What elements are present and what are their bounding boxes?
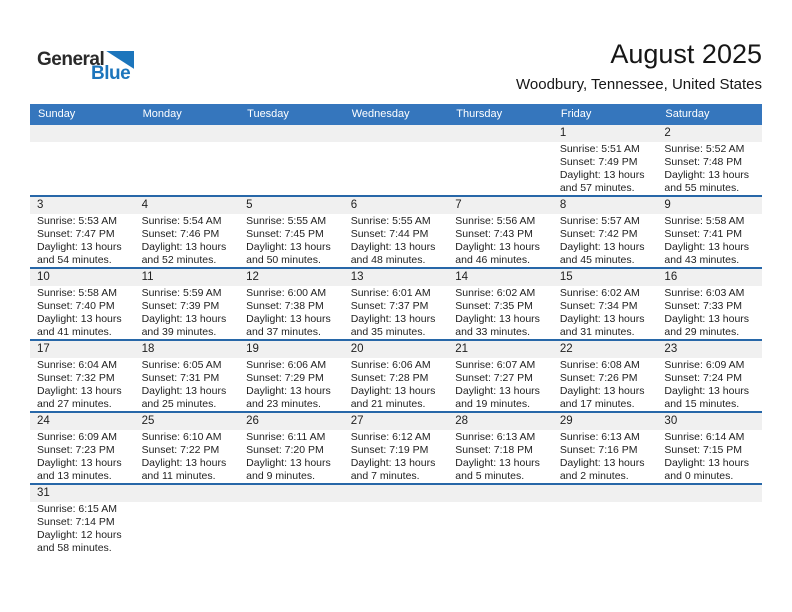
day-detail-line: Daylight: 13 hours <box>455 457 540 469</box>
day-detail-line: Sunrise: 6:01 AM <box>350 287 431 299</box>
logo-text-general: General <box>37 49 105 70</box>
title-block <box>516 40 762 93</box>
day-details <box>30 358 135 411</box>
day-detail-line: and 5 minutes. <box>455 470 525 482</box>
day-detail-line: and 2 minutes. <box>559 470 629 482</box>
day-detail-line: and 31 minutes. <box>559 326 635 338</box>
day-detail-line: Daylight: 13 hours <box>559 385 645 397</box>
day-detail-line: Daylight: 13 hours <box>141 313 227 325</box>
day-detail-line: and 27 minutes. <box>37 398 112 410</box>
day-details <box>30 286 135 339</box>
day-cell-26 <box>239 413 344 483</box>
day-detail-line: and 0 minutes. <box>664 470 734 482</box>
day-detail-line: Sunrise: 6:14 AM <box>664 431 745 443</box>
day-detail-line: Daylight: 13 hours <box>664 313 750 325</box>
day-number <box>657 485 762 502</box>
day-details <box>344 358 449 411</box>
day-cell-empty <box>448 125 553 195</box>
day-number: 7 <box>448 197 553 214</box>
day-detail-line: and 45 minutes. <box>559 254 635 266</box>
day-cell-empty <box>448 485 553 555</box>
day-details <box>344 286 449 339</box>
day-detail-line: Daylight: 13 hours <box>455 313 540 325</box>
day-detail-line: Sunset: 7:31 PM <box>141 372 220 384</box>
day-detail-line: and 19 minutes. <box>455 398 530 410</box>
day-number: 14 <box>448 269 553 286</box>
day-detail-line: and 57 minutes. <box>559 182 635 194</box>
day-detail-line: and 54 minutes. <box>37 254 112 266</box>
day-cell-11 <box>135 269 240 339</box>
day-detail-line: Daylight: 13 hours <box>455 385 540 397</box>
day-header-monday: Monday <box>142 108 182 120</box>
day-detail-line: Sunset: 7:49 PM <box>559 156 638 168</box>
day-details <box>239 142 344 195</box>
day-number: 25 <box>135 413 240 430</box>
day-number: 27 <box>344 413 449 430</box>
day-cell-31 <box>30 485 135 555</box>
day-details <box>448 502 553 555</box>
day-details <box>239 430 344 483</box>
day-cell-8 <box>553 197 658 267</box>
day-detail-line: and 46 minutes. <box>455 254 530 266</box>
day-detail-line: Sunset: 7:45 PM <box>246 228 324 240</box>
day-detail-line: Daylight: 13 hours <box>246 385 331 397</box>
day-detail-line: Sunrise: 6:02 AM <box>559 287 640 299</box>
day-number <box>135 125 240 142</box>
day-detail-line: Sunset: 7:33 PM <box>664 300 743 312</box>
day-detail-line: Sunset: 7:22 PM <box>141 444 220 456</box>
day-cell-24 <box>30 413 135 483</box>
day-detail-line: and 43 minutes. <box>664 254 740 266</box>
day-cell-empty <box>344 485 449 555</box>
day-details <box>553 214 658 267</box>
day-details <box>239 358 344 411</box>
day-detail-line: Sunset: 7:15 PM <box>664 444 743 456</box>
day-details <box>344 214 449 267</box>
day-header-tuesday: Tuesday <box>247 108 289 120</box>
day-cell-14 <box>448 269 553 339</box>
day-details <box>553 142 658 195</box>
day-cell-30 <box>657 413 762 483</box>
day-details <box>135 214 240 267</box>
day-details <box>448 214 553 267</box>
day-detail-line: Sunrise: 6:00 AM <box>246 287 327 299</box>
day-cell-7 <box>448 197 553 267</box>
day-number: 22 <box>553 341 658 358</box>
day-cell-16 <box>657 269 762 339</box>
day-detail-line: Sunset: 7:47 PM <box>37 228 115 240</box>
day-detail-line: and 55 minutes. <box>664 182 740 194</box>
day-detail-line: Sunrise: 6:09 AM <box>37 431 117 443</box>
day-detail-line: Sunset: 7:26 PM <box>559 372 638 384</box>
day-detail-line: and 15 minutes. <box>664 398 740 410</box>
day-number: 9 <box>657 197 762 214</box>
day-header-thursday: Thursday <box>456 108 503 120</box>
day-detail-line: Sunrise: 5:58 AM <box>37 287 117 299</box>
day-cell-empty <box>135 125 240 195</box>
day-cell-empty <box>30 125 135 195</box>
day-detail-line: Daylight: 12 hours <box>37 529 122 541</box>
day-header-sunday: Sunday <box>38 108 76 120</box>
day-details <box>657 358 762 411</box>
day-detail-line: Daylight: 13 hours <box>664 169 750 181</box>
day-detail-line: Sunrise: 6:15 AM <box>37 503 117 515</box>
day-detail-line: and 39 minutes. <box>141 326 217 338</box>
day-cell-empty <box>239 485 344 555</box>
day-number <box>344 125 449 142</box>
day-detail-line: Sunrise: 5:52 AM <box>664 143 745 155</box>
day-details <box>30 430 135 483</box>
day-cell-15 <box>553 269 658 339</box>
day-detail-line: Daylight: 13 hours <box>559 313 645 325</box>
day-detail-line: Sunset: 7:35 PM <box>455 300 533 312</box>
day-detail-line: and 37 minutes. <box>246 326 321 338</box>
day-detail-line: Sunset: 7:46 PM <box>141 228 220 240</box>
day-number: 8 <box>553 197 658 214</box>
day-number <box>30 125 135 142</box>
day-detail-line: Daylight: 13 hours <box>350 457 436 469</box>
day-detail-line: Daylight: 13 hours <box>559 457 645 469</box>
day-number: 17 <box>30 341 135 358</box>
day-detail-line: Sunset: 7:43 PM <box>455 228 533 240</box>
day-detail-line: and 52 minutes. <box>141 254 217 266</box>
weeks <box>30 125 762 555</box>
day-detail-line: Daylight: 13 hours <box>37 241 122 253</box>
day-detail-line: Sunrise: 6:06 AM <box>246 359 327 371</box>
week-row-2 <box>30 195 762 267</box>
page-title: August 2025 <box>610 39 762 69</box>
day-detail-line: and 50 minutes. <box>246 254 321 266</box>
day-number <box>553 485 658 502</box>
day-cell-12 <box>239 269 344 339</box>
day-detail-line: Sunset: 7:24 PM <box>664 372 743 384</box>
day-details <box>344 502 449 555</box>
day-detail-line: Sunset: 7:32 PM <box>37 372 115 384</box>
day-detail-line: Sunset: 7:14 PM <box>37 516 115 528</box>
day-detail-line: Daylight: 13 hours <box>246 241 331 253</box>
day-detail-line: Daylight: 13 hours <box>246 313 331 325</box>
day-number <box>239 485 344 502</box>
day-detail-line: Sunrise: 6:06 AM <box>350 359 431 371</box>
day-detail-line: Sunset: 7:23 PM <box>37 444 115 456</box>
day-number: 24 <box>30 413 135 430</box>
day-detail-line: Daylight: 13 hours <box>455 241 540 253</box>
day-detail-line: Daylight: 13 hours <box>141 457 227 469</box>
day-detail-line: and 48 minutes. <box>350 254 426 266</box>
day-cell-29 <box>553 413 658 483</box>
day-number <box>344 485 449 502</box>
day-detail-line: Sunrise: 5:58 AM <box>664 215 745 227</box>
day-details <box>239 502 344 555</box>
day-detail-line: Sunrise: 6:13 AM <box>559 431 640 443</box>
day-detail-line: and 17 minutes. <box>559 398 635 410</box>
day-cell-4 <box>135 197 240 267</box>
calendar-grid <box>30 104 762 555</box>
day-detail-line: Sunrise: 6:12 AM <box>350 431 431 443</box>
week-row-3 <box>30 267 762 339</box>
day-detail-line: Sunset: 7:39 PM <box>141 300 220 312</box>
day-detail-line: Sunset: 7:37 PM <box>350 300 429 312</box>
day-details <box>30 502 135 555</box>
day-detail-line: Daylight: 13 hours <box>141 385 227 397</box>
day-cell-3 <box>30 197 135 267</box>
day-cell-empty <box>657 485 762 555</box>
day-cell-23 <box>657 341 762 411</box>
day-detail-line: Daylight: 13 hours <box>350 313 436 325</box>
day-detail-line: Sunrise: 6:07 AM <box>455 359 536 371</box>
day-detail-line: Daylight: 13 hours <box>664 241 750 253</box>
day-detail-line: and 25 minutes. <box>141 398 217 410</box>
day-detail-line: Sunrise: 6:09 AM <box>664 359 745 371</box>
day-number: 5 <box>239 197 344 214</box>
day-details <box>553 430 658 483</box>
day-detail-line: Sunrise: 5:55 AM <box>350 215 431 227</box>
day-number: 18 <box>135 341 240 358</box>
day-detail-line: Sunrise: 5:57 AM <box>559 215 640 227</box>
day-detail-line: Sunset: 7:29 PM <box>246 372 324 384</box>
day-number: 26 <box>239 413 344 430</box>
day-header-row <box>30 104 762 125</box>
day-detail-line: Daylight: 13 hours <box>350 385 436 397</box>
week-row-4 <box>30 339 762 411</box>
day-cell-2 <box>657 125 762 195</box>
day-detail-line: Sunset: 7:28 PM <box>350 372 429 384</box>
day-cell-1 <box>553 125 658 195</box>
day-number: 29 <box>553 413 658 430</box>
day-cell-empty <box>135 485 240 555</box>
day-details <box>344 142 449 195</box>
day-number <box>448 485 553 502</box>
day-details <box>448 358 553 411</box>
day-cell-27 <box>344 413 449 483</box>
day-detail-line: Daylight: 13 hours <box>141 241 227 253</box>
day-number: 16 <box>657 269 762 286</box>
day-detail-line: and 7 minutes. <box>350 470 420 482</box>
day-detail-line: Daylight: 13 hours <box>37 385 122 397</box>
day-number: 19 <box>239 341 344 358</box>
day-cell-empty <box>553 485 658 555</box>
day-detail-line: Sunrise: 6:11 AM <box>246 431 326 443</box>
day-cell-empty <box>344 125 449 195</box>
logo-text-blue: Blue <box>91 63 131 84</box>
day-header-saturday: Saturday <box>665 108 710 120</box>
day-detail-line: Sunrise: 6:02 AM <box>455 287 536 299</box>
day-number <box>135 485 240 502</box>
day-detail-line: Daylight: 13 hours <box>37 313 122 325</box>
day-number: 21 <box>448 341 553 358</box>
day-details <box>239 214 344 267</box>
day-cell-17 <box>30 341 135 411</box>
week-row-6 <box>30 483 762 555</box>
day-detail-line: and 41 minutes. <box>37 326 112 338</box>
day-detail-line: Sunset: 7:18 PM <box>455 444 533 456</box>
page-subtitle: Woodbury, Tennessee, United States <box>516 76 762 94</box>
day-cell-5 <box>239 197 344 267</box>
day-detail-line: Sunrise: 6:10 AM <box>141 431 222 443</box>
day-details <box>657 142 762 195</box>
day-detail-line: Daylight: 13 hours <box>559 241 645 253</box>
day-detail-line: Sunset: 7:20 PM <box>246 444 324 456</box>
day-details <box>553 286 658 339</box>
day-number: 23 <box>657 341 762 358</box>
day-detail-line: and 33 minutes. <box>455 326 530 338</box>
week-row-5 <box>30 411 762 483</box>
day-number: 30 <box>657 413 762 430</box>
day-cell-empty <box>239 125 344 195</box>
day-detail-line: Sunrise: 5:56 AM <box>455 215 536 227</box>
day-detail-line: Sunset: 7:40 PM <box>37 300 115 312</box>
day-details <box>30 214 135 267</box>
day-detail-line: Sunrise: 6:03 AM <box>664 287 745 299</box>
day-detail-line: and 13 minutes. <box>37 470 112 482</box>
day-cell-22 <box>553 341 658 411</box>
day-detail-line: Sunset: 7:19 PM <box>350 444 429 456</box>
day-header-wednesday: Wednesday <box>351 108 410 120</box>
day-detail-line: Sunrise: 6:08 AM <box>559 359 640 371</box>
day-details <box>135 286 240 339</box>
day-number: 2 <box>657 125 762 142</box>
week-row-1 <box>30 125 762 195</box>
day-details <box>344 430 449 483</box>
day-detail-line: Sunset: 7:34 PM <box>559 300 638 312</box>
day-number: 13 <box>344 269 449 286</box>
masthead <box>30 40 762 102</box>
day-cell-6 <box>344 197 449 267</box>
day-number <box>239 125 344 142</box>
day-number: 6 <box>344 197 449 214</box>
day-details <box>448 430 553 483</box>
day-detail-line: Sunrise: 6:05 AM <box>141 359 222 371</box>
day-detail-line: and 11 minutes. <box>141 470 216 482</box>
day-number: 31 <box>30 485 135 502</box>
day-cell-19 <box>239 341 344 411</box>
day-detail-line: and 29 minutes. <box>664 326 740 338</box>
day-detail-line: Sunset: 7:16 PM <box>559 444 638 456</box>
day-details <box>657 286 762 339</box>
day-number: 20 <box>344 341 449 358</box>
day-cell-18 <box>135 341 240 411</box>
day-details <box>448 286 553 339</box>
day-cell-10 <box>30 269 135 339</box>
day-cell-9 <box>657 197 762 267</box>
day-number: 4 <box>135 197 240 214</box>
day-number: 3 <box>30 197 135 214</box>
day-detail-line: Sunrise: 6:13 AM <box>455 431 536 443</box>
day-detail-line: Daylight: 13 hours <box>559 169 645 181</box>
day-details <box>657 214 762 267</box>
day-detail-line: and 58 minutes. <box>37 542 112 554</box>
day-number: 1 <box>553 125 658 142</box>
day-details <box>135 502 240 555</box>
day-detail-line: Sunrise: 6:04 AM <box>37 359 117 371</box>
day-detail-line: Sunrise: 5:59 AM <box>141 287 222 299</box>
day-detail-line: Sunset: 7:41 PM <box>664 228 743 240</box>
day-details <box>135 430 240 483</box>
day-number: 12 <box>239 269 344 286</box>
day-cell-25 <box>135 413 240 483</box>
day-details <box>553 358 658 411</box>
day-detail-line: Daylight: 13 hours <box>664 385 750 397</box>
day-detail-line: Sunset: 7:48 PM <box>664 156 743 168</box>
day-detail-line: Sunset: 7:44 PM <box>350 228 429 240</box>
day-detail-line: Sunrise: 5:54 AM <box>141 215 222 227</box>
general-blue-logo <box>37 50 134 83</box>
day-detail-line: and 9 minutes. <box>246 470 316 482</box>
day-detail-line: Sunrise: 5:55 AM <box>246 215 327 227</box>
day-details <box>239 286 344 339</box>
day-header-friday: Friday <box>560 108 592 120</box>
day-detail-line: and 35 minutes. <box>350 326 426 338</box>
day-details <box>135 142 240 195</box>
day-details <box>30 142 135 195</box>
day-detail-line: Daylight: 13 hours <box>37 457 122 469</box>
day-details <box>553 502 658 555</box>
day-detail-line: Daylight: 13 hours <box>664 457 750 469</box>
day-detail-line: and 21 minutes. <box>350 398 426 410</box>
day-detail-line: Daylight: 13 hours <box>350 241 436 253</box>
day-detail-line: and 23 minutes. <box>246 398 321 410</box>
day-details <box>135 358 240 411</box>
day-detail-line: Sunset: 7:38 PM <box>246 300 324 312</box>
day-number: 15 <box>553 269 658 286</box>
day-number <box>448 125 553 142</box>
day-details <box>657 430 762 483</box>
day-number: 10 <box>30 269 135 286</box>
day-cell-28 <box>448 413 553 483</box>
day-detail-line: Sunrise: 5:53 AM <box>37 215 117 227</box>
day-cell-20 <box>344 341 449 411</box>
day-detail-line: Daylight: 13 hours <box>246 457 331 469</box>
day-detail-line: Sunset: 7:27 PM <box>455 372 533 384</box>
day-cell-21 <box>448 341 553 411</box>
day-number: 11 <box>135 269 240 286</box>
day-number: 28 <box>448 413 553 430</box>
day-details <box>657 502 762 555</box>
day-detail-line: Sunrise: 5:51 AM <box>559 143 640 155</box>
day-detail-line: Sunset: 7:42 PM <box>559 228 638 240</box>
day-details <box>448 142 553 195</box>
day-cell-13 <box>344 269 449 339</box>
